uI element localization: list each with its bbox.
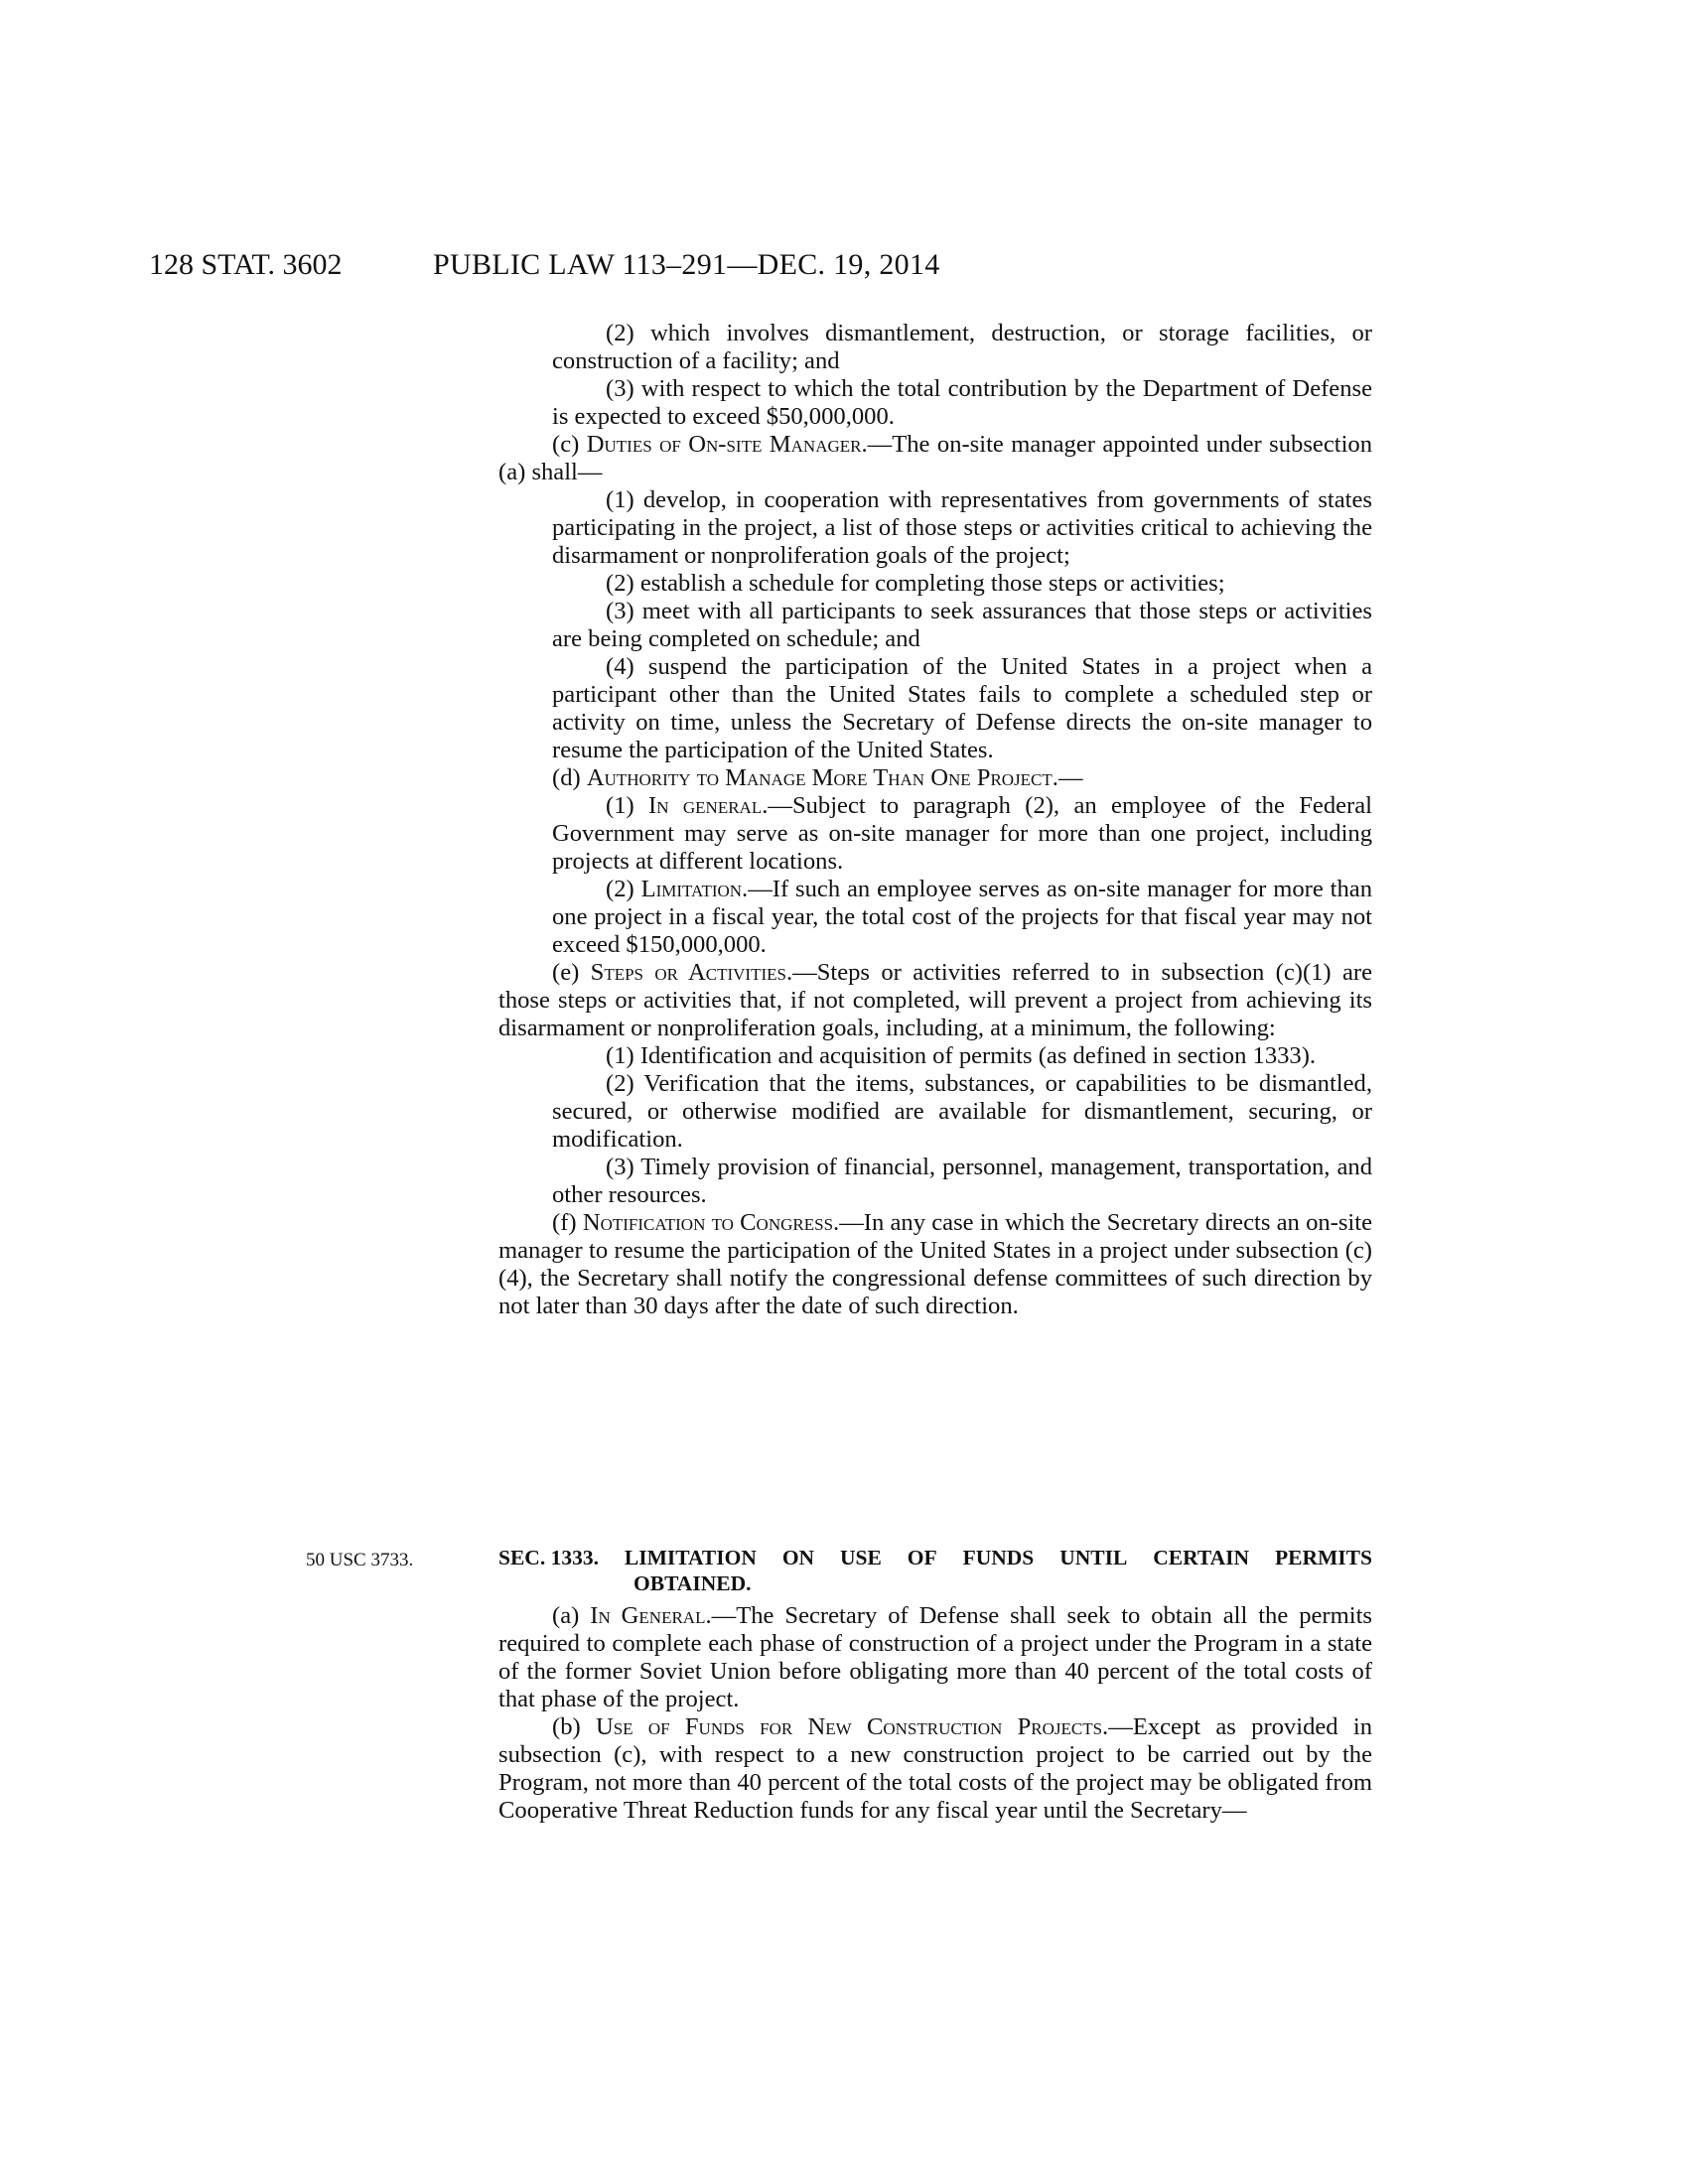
section-number: SEC. 1333.	[498, 1546, 599, 1570]
section-1333-a-heading: In General.	[590, 1602, 712, 1629]
section-title-word: ON	[781, 1546, 815, 1570]
section-heading-line1	[498, 1545, 1372, 1570]
section-1333-subsection-b	[498, 1713, 1372, 1825]
section-1333-b-heading: Use of Funds for New Construction Projects.	[595, 1713, 1109, 1740]
section-title-word: OF	[907, 1546, 937, 1570]
paragraph-e1: (1) Identification and acquisition of permits (as defined in section 1333).	[606, 1042, 1317, 1069]
paragraph-d1-text: —Subject to paragraph (2), an employee of the Federal Government may serve as on-site manager for more than one project, including projects at different locations.	[552, 792, 1372, 875]
subsection-d	[498, 764, 1372, 792]
page-header	[149, 248, 1281, 288]
paragraph-b2: (2) which involves dismantlement, destruction, or storage facilities, or construction of a facility; and	[552, 320, 1372, 374]
paragraph-d1	[498, 792, 1372, 876]
subsection-e-designation: (e)	[552, 959, 591, 986]
paragraph-b3: (3) with respect to which the total contribution by the Department of Defense is expected to exceed $50,000,000.	[552, 375, 1372, 430]
paragraph-c4: (4) suspend the participation of the United States in a project when a participant other than the United States fails to complete a scheduled step or activity on time, unless the Secretary of Defense directs the on-site manager to resume the participation of the United States.	[552, 653, 1372, 763]
main-text-block	[498, 320, 1372, 1320]
subsection-d-dash: —	[1057, 764, 1083, 791]
section-title-word: UNTIL	[1059, 1546, 1128, 1570]
subsection-e	[498, 959, 1372, 1042]
subsection-c	[498, 431, 1372, 486]
paragraph-d2-num: (2)	[606, 876, 641, 902]
section-title-word: PERMITS	[1274, 1546, 1372, 1570]
subsection-f-designation: (f)	[552, 1209, 583, 1236]
paragraph-d1-num: (1)	[606, 792, 649, 819]
statute-citation: 128 STAT. 3602	[149, 248, 343, 281]
section-1333-heading	[498, 1545, 1372, 1596]
paragraph-e3: (3) Timely provision of financial, personnel, management, transportation, and other resources.	[552, 1154, 1372, 1208]
public-law-title: PUBLIC LAW 113–291—DEC. 19, 2014	[433, 248, 940, 281]
section-1333-b-text: —Except as provided in subsection (c), with respect to a new construction project to be carried out by the Program, not more than 40 percent of the total costs of the project may be obligated from Cooperative Threat Reduction funds for any fiscal year until the Secretary—	[498, 1713, 1372, 1824]
subsection-e-heading: Steps or Activities.	[590, 959, 793, 986]
paragraph-d2	[498, 876, 1372, 959]
subsection-d-heading: Authority to Manage More Than One Project.	[586, 764, 1058, 791]
paragraph-d1-heading: In general.	[648, 792, 769, 819]
paragraph-d2-heading: Limitation.	[640, 876, 749, 902]
subsection-f-text: —In any case in which the Secretary directs an on-site manager to resume the participation of the United States in a project under subsection (c)(4), the Secretary shall notify the congressional defense committees of such direction by not later than 30 days after the date of such direction.	[498, 1209, 1373, 1319]
section-title-word: FUNDS	[962, 1546, 1035, 1570]
usc-margin-note: 50 USC 3733.	[306, 1550, 414, 1570]
subsection-c-intro: —The on-site manager appointed under subsection (a) shall—	[498, 431, 1373, 485]
section-1333-text-block	[498, 1602, 1372, 1825]
paragraph-d2-text: —If such an employee serves as on-site manager for more than one project in a fiscal year, the total cost of the projects for that fiscal year may not exceed $150,000,000.	[552, 876, 1372, 958]
paragraph-c3: (3) meet with all participants to seek assurances that those steps or activities are being completed on schedule; and	[552, 598, 1372, 652]
subsection-f-heading: Notification to Congress.	[582, 1209, 840, 1236]
subsection-e-intro: —Steps or activities referred to in subsection (c)(1) are those steps or activities that, if not completed, will prevent a project from achieving its disarmament or nonproliferation goals, including, at a minimum, the following:	[498, 959, 1372, 1041]
section-1333-subsection-a	[498, 1602, 1372, 1713]
paragraph-c2: (2) establish a schedule for completing those steps or activities;	[606, 570, 1225, 597]
subsection-f	[498, 1209, 1372, 1320]
section-1333-b-designation: (b)	[552, 1713, 596, 1740]
section-1333-a-designation: (a)	[552, 1602, 591, 1629]
section-title-word: USE	[840, 1546, 882, 1570]
subsection-d-designation: (d)	[552, 764, 587, 791]
subsection-c-heading: Duties of On-site Manager.	[586, 431, 868, 458]
subsection-c-designation: (c)	[552, 431, 587, 458]
paragraph-c1: (1) develop, in cooperation with representatives from governments of states participating in the project, a list of those steps or activities critical to achieving the disarmament or nonproliferation goals of the project;	[552, 486, 1372, 569]
section-1333-a-text: —The Secretary of Defense shall seek to obtain all the permits required to complete each phase of construction of a project under the Program in a state of the former Soviet Union before obligating more than 40 percent of the total costs of that phase of the project.	[498, 1602, 1372, 1712]
section-title-word: CERTAIN	[1153, 1546, 1250, 1570]
paragraph-e2: (2) Verification that the items, substances, or capabilities to be dismantled, secured, or otherwise modified are available for dismantlement, securing, or modification.	[552, 1070, 1372, 1153]
section-title-word: LIMITATION	[624, 1546, 757, 1570]
section-heading-line2: OBTAINED.	[633, 1571, 752, 1595]
